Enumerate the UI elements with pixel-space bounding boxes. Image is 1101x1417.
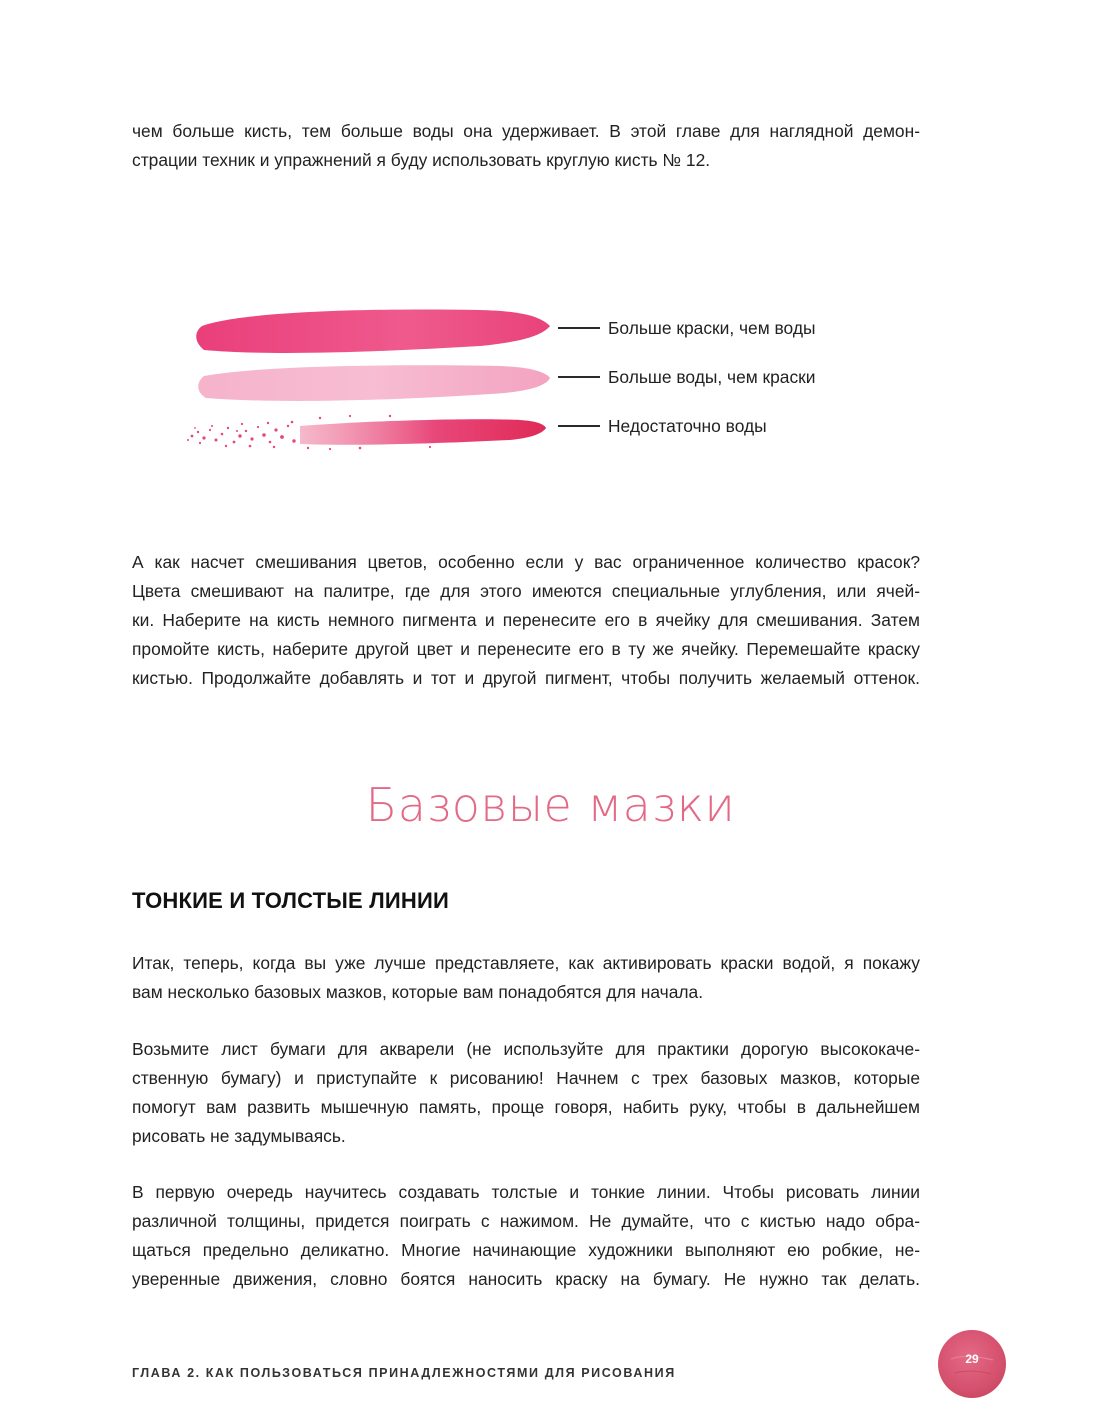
- text-line: помогут вам развить мышечную память, проще говоря, набить руку, чтобы в дальнейшем: [132, 1097, 920, 1117]
- text-line: щаться предельно деликатно. Многие начинающие художники выполняют ею робкие, не-: [132, 1240, 920, 1260]
- text-line: чем больше кисть, тем больше воды она удерживает. В этой главе для наглядной демон-: [132, 121, 920, 141]
- text-line: страции техник и упражнений я буду использовать круглую кисть № 12.: [132, 150, 711, 170]
- text-line: уверенные движения, словно боятся наносить краску на бумагу. Не нужно так делать.: [132, 1269, 920, 1289]
- label-not-enough-water: Недостаточно воды: [608, 416, 767, 436]
- footer-chapter-title: ГЛАВА 2. КАК ПОЛЬЗОВАТЬСЯ ПРИНАДЛЕЖНОСТЯМИ ДЛЯ РИСОВАНИЯ: [132, 1366, 676, 1380]
- text-line: кистью. Продолжайте добавлять и тот и другой пигмент, чтобы получить желаемый оттенок.: [132, 668, 920, 688]
- section-title: Базовые мазки: [365, 778, 736, 832]
- stroke-more-water: [198, 365, 550, 401]
- paragraph-brush-size: [132, 117, 920, 175]
- paragraph-mixing-colors: [132, 548, 920, 693]
- paragraph-intro-strokes: [132, 949, 920, 1007]
- text-line: Возьмите лист бумаги для акварели (не используйте для практики дорогую высококаче-: [132, 1039, 920, 1059]
- text-line: различной толщины, придется поиграть с нажимом. Не думайте, что с кистью надо обра-: [132, 1211, 920, 1231]
- text-line: Итак, теперь, когда вы уже лучше представляете, как активировать краски водой, я покажу: [132, 953, 920, 973]
- paragraph-paper: [132, 1035, 920, 1151]
- text-line: В первую очередь научитесь создавать толстые и тонкие линии. Чтобы рисовать линии: [132, 1182, 920, 1202]
- text-line: рисовать не задумываясь.: [132, 1126, 346, 1146]
- text-line: промойте кисть, наберите другой цвет и перенесите его в ту же ячейку. Перемешайте краску: [132, 639, 920, 659]
- label-more-water: Больше воды, чем краски: [608, 367, 816, 387]
- label-more-paint: Больше краски, чем воды: [608, 318, 816, 338]
- text-line: Цвета смешивают на палитре, где для этого имеются специальные углубления, или ячей-: [132, 581, 920, 601]
- leader-line: [558, 376, 600, 378]
- leader-line: [558, 425, 600, 427]
- paragraph-thick-thin-lines: [132, 1178, 920, 1294]
- stroke-more-paint: [196, 310, 550, 353]
- text-line: вам несколько базовых мазков, которые вам понадобятся для начала.: [132, 982, 704, 1002]
- text-line: ственную бумагу) и приступайте к рисованию! Начнем с трех базовых мазков, которые: [132, 1068, 920, 1088]
- leader-line: [558, 327, 600, 329]
- text-line: ки. Наберите на кисть немного пигмента и перенесите его в ячейку для смешивания. Затем: [132, 610, 920, 630]
- text-line: А как насчет смешивания цветов, особенно если у вас ограниченное количество красок?: [132, 552, 920, 572]
- stroke-dry-brush: [300, 419, 546, 445]
- watercolor-strokes-figure: [180, 290, 880, 470]
- page-number: 29: [965, 1352, 979, 1366]
- subheading: ТОНКИЕ И ТОЛСТЫЕ ЛИНИИ: [132, 888, 449, 913]
